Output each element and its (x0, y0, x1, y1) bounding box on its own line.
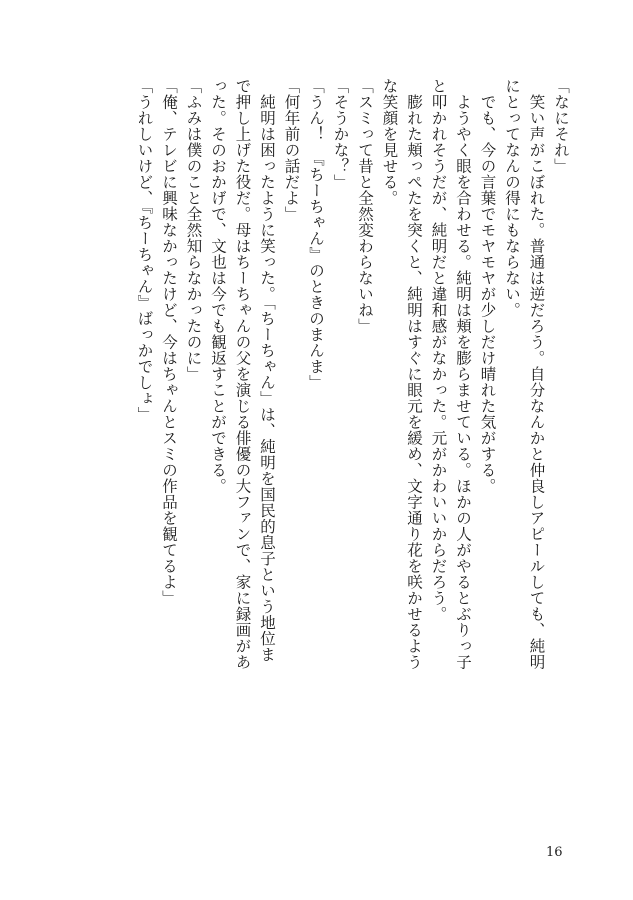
text-line: でも、今の言葉でモヤモヤが少しだけ晴れた気がする。 (478, 78, 497, 494)
text-line: 「ふみは僕のこと全然知らなかったのに」 (184, 78, 203, 382)
text-line: ようやく眼を合わせる。純明は頬を膨らませている。ほかの人がやるとぶりっ子と叩かれそうだが、純明だと違和感がなかった。元がかわいいからだろう。 (429, 78, 472, 670)
text-line: 「うれしいけど、『ちーちゃん』ばっかでしょ」 (135, 78, 154, 423)
page-number: 16 (546, 845, 563, 860)
text-line: 「俺、テレビに興味なかったけど、今はちゃんとスミの作品を観てるよ」 (160, 78, 178, 606)
text-line: 笑い声がこぼれた。普通は逆だろう。自分なんかと仲良しアピールしても、純明にとってなんの得にもならない。 (503, 78, 546, 670)
vertical-body-text (73, 78, 573, 678)
text-line: 「うん！ 『ちーちゃん』のときのまんま」 (307, 78, 325, 391)
text-line: 「スミって昔と全然変わらないね」 (356, 78, 374, 334)
text-line: 「何年前の話だよ」 (282, 78, 301, 222)
text-line: 純明は困ったように笑った。「ちーちゃん」は、純明を国民的息子という地位まで押し上げた役だ。母はちーちゃんの父を演じる俳優の大ファンで、家に録画があった。そのおかげで、文也は今でも観返すことができる。 (209, 78, 276, 670)
text-line: 膨れた頬っぺたを突くと、純明はすぐに眼元を緩め、文字通り花を咲かせるような笑顔を見せる。 (380, 78, 423, 670)
text-line: 「なにそれ」 (552, 78, 570, 174)
text-line: 「そうかな？」 (331, 78, 350, 190)
